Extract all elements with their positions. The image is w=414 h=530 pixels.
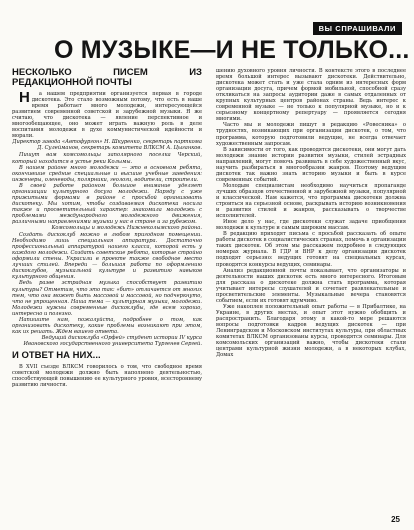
answer-paragraph: шению духовного уровня личности. В контексте этого в последнее время большой интерес вызывают дискотеки. Действительно, дискотека может стать и уже стала одним из интересных форм организации досуга, причем формой мобильной, способной сразу откликаться на запросы аудитории даже в самых отдаленных от крупных культурных центров районах страны. Ведь интерес к современной музыке — не только к популярной музыке, но и к серьезному концертному репертуару — проявляется сегодня многими. xyxy=(216,68,406,123)
letter-paragraph: В своей работе районом большое внимание уделяет организации культурного досуга молодежи. Наряду с уже прижитыми формами в районе с просьбой организовать дискотеку. Мы хотим, чтобы создаваемая дискотека носила также и просветительный характер: знакомила молодежь с проблемами международного молодежного движения, различными направлениями музыки у нас в стране и за рубежом. xyxy=(12,182,202,225)
letter-paragraph: Пишут вам комсомольцы заполярного поселка Черский, который находится в устье реки Колымы. xyxy=(12,152,202,165)
answer-paragraph: Уже накоплен положительный опыт работы — в Прибалтике, на Украине, в других местах, и опыт этот нужно обобщить и распространить. Благодаря этому в какой-то мере решаются вопросы подготовки кадров ведущих дискотек — при Ленинградском и Московском институтах культуры, при областных комитетах ВЛКСМ организованы курсы, проводятся семинары. Для комсомольских организаций важно, чтобы дискотеки стали центрами культурной жизни молодежи, а в некоторых клубах, Домах xyxy=(216,303,406,359)
drop-cap: Н xyxy=(19,89,30,106)
answer-paragraph: В редакцию приходят письма с просьбой рассказать об опыте работы дискотек в социалистических странах, помочь в организации таких дискотек. Об этом мы расскажем подробнее в следующих номерах журнала. В ГДР и ВНР к делу организации дискотек подходят серьезно: ведущих готовят на специальных курсах, проводятся конкурсы ведущих, семинары. xyxy=(216,231,406,268)
letters-subhead: НЕСКОЛЬКО ПИСЕМ ИЗ РЕДАКЦИОННОЙ ПОЧТЫ xyxy=(12,68,202,88)
letter-paragraph: Ведь разве эстрадная музыка способствует развитию культуры? Отметим, что это так: «бит» отличается от многих тем, что она может быть массовой и массовой, но подчеркнуто, что не упрощенная. Наша тема — культурная музыка, молодежи. Молодежи нужны современные дискоклубы, где всем хорошо, интересно и полезно. xyxy=(12,280,202,317)
letter-signature: Директор завода «Автофургон» Н. Шкуренко, секретарь парткома Д. Сулейманов, секретарь комитета ВЛКСМ А. Цыганков. xyxy=(12,139,202,152)
section-rubric: ВЫ СПРАШИВАЛИ xyxy=(313,22,402,35)
page-number: 25 xyxy=(391,515,400,524)
answer-paragraph: Иное дело у нас, где дискотеки служат задаче приобщения молодежи к культуре и самым широким массам. xyxy=(216,219,406,232)
letter-paragraph: Напишите нам, пожалуйста, подробнее о том, как организовать дискотеку, какие проблемы возникают при этом, как их решать. Ждем вашего ответа. xyxy=(12,316,202,335)
answer-paragraph: В XVII съезде ВЛКСМ говорилось о том, что свободное время советской молодежи должно быть наполнено деятельностью, способствующей повышению ее культурного уровня, всестороннему развитию личности. xyxy=(12,363,202,389)
answer-paragraph: В зависимости от того, как проводятся дискотеки, они могут дать молодежи знание истории развития музыки, стилей эстрадных направлений, могут помочь развивать в себе художественный вкус, научить разбираться в многообразии жанров. Поэтому ведущим дискотек так важно знать историю музыки и быть в курсе современных событий. xyxy=(216,146,406,183)
letter-signature: Ведущий дискоклуба «Орфей» студент истории IV курса Ивановского государственного университета Тургенев Сергей. xyxy=(23,334,202,347)
answer-paragraph: Молодым специалистам необходимо научиться пропаганде лучших образцов отечественной и зарубежной музыки, популярной и классической. Нам кажется, что программа дискотеки должна строиться на серьезной основе, раскрывать историю возникновения и развития стилей и жанров, рассказывать о творчестве исполнителей. xyxy=(216,182,406,220)
magazine-page xyxy=(10,0,410,530)
letter-paragraph: В нашем районе много молодежи — это в основном ребята, окончившие средние специальные и высшие учебные заведения: инженеры, оленеводы, полярники, геологи, водители, строители. xyxy=(12,164,202,183)
article-title: О МУЗЫКЕ—И НЕ ТОЛЬКО... xyxy=(54,36,410,64)
left-column xyxy=(12,68,202,516)
answer-paragraph: Часто мы и молодежи пишут в редакцию «Ровесника» о трудностях, возникающих при организации дискотек, о том, что программа, которую подготовили ведущие, не всегда отвечает художественным запросам. xyxy=(216,122,406,147)
answer-paragraph: Анализ редакционной почты показывает, что организаторы и деятельности наших дискотек есть много интересного. Итоговым для рассказа о дискотеке должна стать программа, которая учитывает интересы слушателей и сочетает развлекательные и просветительские элементы. Музыкальные вечера становятся событием, если их готовят вдумчиво. xyxy=(216,267,406,304)
right-column xyxy=(216,68,406,516)
letter-signature: Комсомольцы и молодежь Нижнеколымского района. xyxy=(51,225,202,232)
letter-paragraph: Создать дискоклуб можно в любом пригодном помещении. Необходимо лишь специальная аппаратура. Достаточно профессиональный аппаратурой нашего класса, которой есть у каждого молодежи. Создать советские ребята, которые стройно оформили стены. Украсили в проекте также свободное место лучших стилей. Впереди — большая работа по оформлению дискоклубов, музыкальной культуре и развитию навыков культурного общения. xyxy=(12,232,202,281)
letter-paragraph: Н а нашем предприятии организуется первая в городе дискотека. Это стало возможным потому, что есть в наше время работает много молодежи, интересующейся развитием современной советской и зарубежной музыки. Я же считаю, что дискотека — явление перспективное и многообещающее, оно может играть важную роль в деле воспитания молодежи в духе коммунистической идейности и морали. xyxy=(12,89,202,140)
answer-subhead: И ОТВЕТ НА НИХ... xyxy=(12,349,101,361)
